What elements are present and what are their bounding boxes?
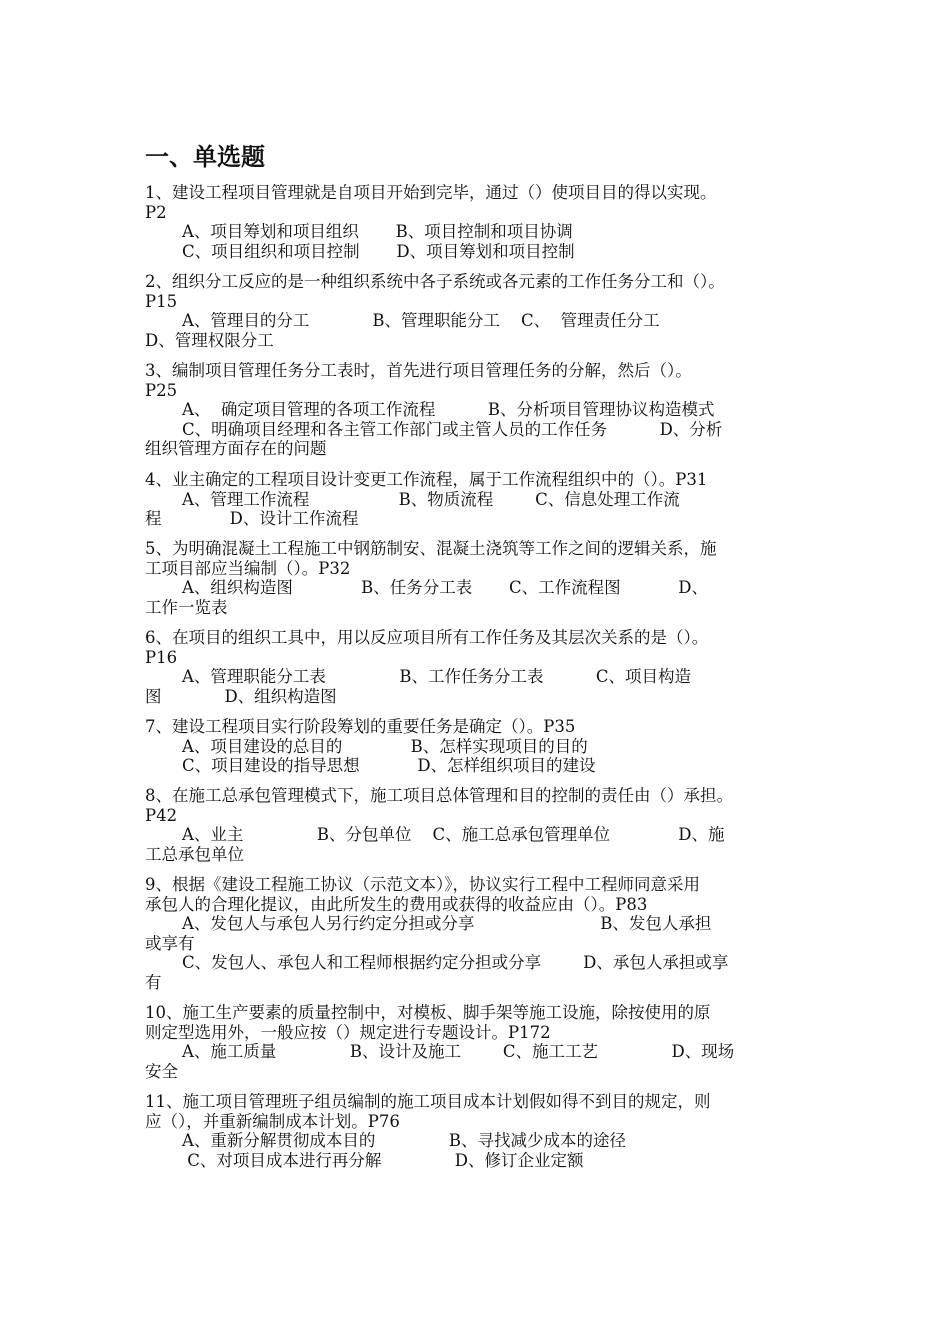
option-line: A、项目建设的总目的 B、怎样实现项目的目的	[182, 736, 588, 756]
question-text: 2、组织分工反应的是一种组织系统中各子系统或各元素的工作任务分工和（）。	[145, 272, 725, 291]
question-4	[145, 470, 815, 529]
option-line: C、对项目成本进行再分解 D、修订企业定额	[182, 1150, 584, 1170]
question-page-ref: P15	[145, 291, 178, 311]
question-text: 4、业主确定的工程项目设计变更工作流程，属于工作流程组织中的（）。P31	[145, 470, 708, 489]
question-text: 3、编制项目管理任务分工表时，首先进行项目管理任务的分解，然后（）。	[145, 361, 692, 380]
option-line: C、项目组织和项目控制 D、项目筹划和项目控制	[182, 241, 575, 261]
question-text: 6、在项目的组织工具中，用以反应项目所有工作任务及其层次关系的是（）。	[145, 628, 709, 647]
question-page-ref: P25	[145, 380, 178, 400]
option-line: 或享有	[145, 933, 195, 953]
question-text: 5、为明确混凝土工程施工中钢筋制安、混凝土浇筑等工作之间的逻辑关系，施	[145, 539, 717, 558]
option-line: 安全	[145, 1061, 178, 1081]
option-line: 工作一览表	[145, 597, 228, 617]
option-line: A、重新分解贯彻成本目的 B、寻找减少成本的途径	[182, 1131, 626, 1150]
option-line: A、 确定项目管理的各项工作流程 B、分析项目管理协议构造模式	[182, 400, 715, 419]
option-line: 程 D、设计工作流程	[145, 509, 359, 528]
question-text: 9、根据《建设工程施工协议（示范文本）》，协议实行工程中工程师同意采用	[145, 875, 700, 894]
option-line: D、管理权限分工	[145, 330, 274, 350]
option-line: A、组织构造图 B、任务分工表 C、工作流程图 D、	[182, 578, 708, 597]
question-page-ref: P2	[145, 202, 167, 222]
question-text: 7、建设工程项目实行阶段筹划的重要任务是确定（）。P35	[145, 717, 576, 736]
question-3	[145, 361, 815, 459]
option-line: A、施工质量 B、设计及施工 C、施工工艺 D、现场	[182, 1042, 735, 1061]
option-line: C、项目建设的指导思想 D、怎样组织项目的建设	[182, 756, 596, 775]
question-text: 则定型选用外，一般应按（）规定进行专题设计。P172	[145, 1022, 551, 1042]
option-line: 工总承包单位	[145, 844, 244, 864]
question-10	[145, 1003, 815, 1081]
option-line: A、业主 B、分包单位 C、施工总承包管理单位 D、施	[182, 825, 725, 844]
question-text: 10、施工生产要素的质量控制中，对模板、脚手架等施工设施，除按使用的原	[145, 1003, 711, 1022]
question-11	[145, 1092, 815, 1170]
question-9	[145, 875, 815, 992]
section-heading: 一、单选题	[145, 143, 265, 171]
question-5	[145, 539, 815, 617]
option-line: A、发包人与承包人另行约定分担或分享 B、发包人承担	[182, 914, 712, 933]
question-text: 工项目部应当编制（）。P32	[145, 558, 351, 578]
question-text: 承包人的合理化提议，由此所发生的费用或获得的收益应由（）。P83	[145, 894, 648, 914]
question-7	[145, 717, 815, 776]
question-8	[145, 786, 815, 864]
question-text: 1、建设工程项目管理就是自项目开始到完毕，通过（）使项目目的得以实现。	[145, 183, 717, 202]
question-text: 11、施工项目管理班子组员编制的施工项目成本计划假如得不到目的规定，则	[145, 1092, 711, 1111]
question-6	[145, 628, 815, 706]
question-2	[145, 272, 815, 350]
question-1	[145, 183, 815, 261]
option-line: A、管理工作流程 B、物质流程 C、信息处理工作流	[182, 489, 680, 509]
question-page-ref: P42	[145, 805, 178, 825]
option-line: 组织管理方面存在的问题	[145, 439, 327, 458]
option-line: A、管理目的分工 B、管理职能分工 C、 管理责任分工	[182, 311, 660, 330]
option-line: A、管理职能分工表 B、工作任务分工表 C、项目构造	[182, 667, 692, 686]
option-line: 图 D、组织构造图	[145, 686, 337, 706]
question-text: 应（），并重新编制成本计划。P76	[145, 1111, 400, 1131]
question-text: 8、在施工总承包管理模式下，施工项目总体管理和目的控制的责任由（）承担。	[145, 786, 733, 805]
option-line: C、发包人、承包人和工程师根据约定分担或分享 D、承包人承担或享	[182, 953, 729, 972]
option-line: 有	[145, 972, 162, 992]
option-line: C、明确项目经理和各主管工作部门或主管人员的工作任务 D、分析	[182, 419, 723, 439]
question-page-ref: P16	[145, 647, 178, 667]
option-line: A、项目筹划和项目组织 B、项目控制和项目协调	[182, 222, 573, 241]
